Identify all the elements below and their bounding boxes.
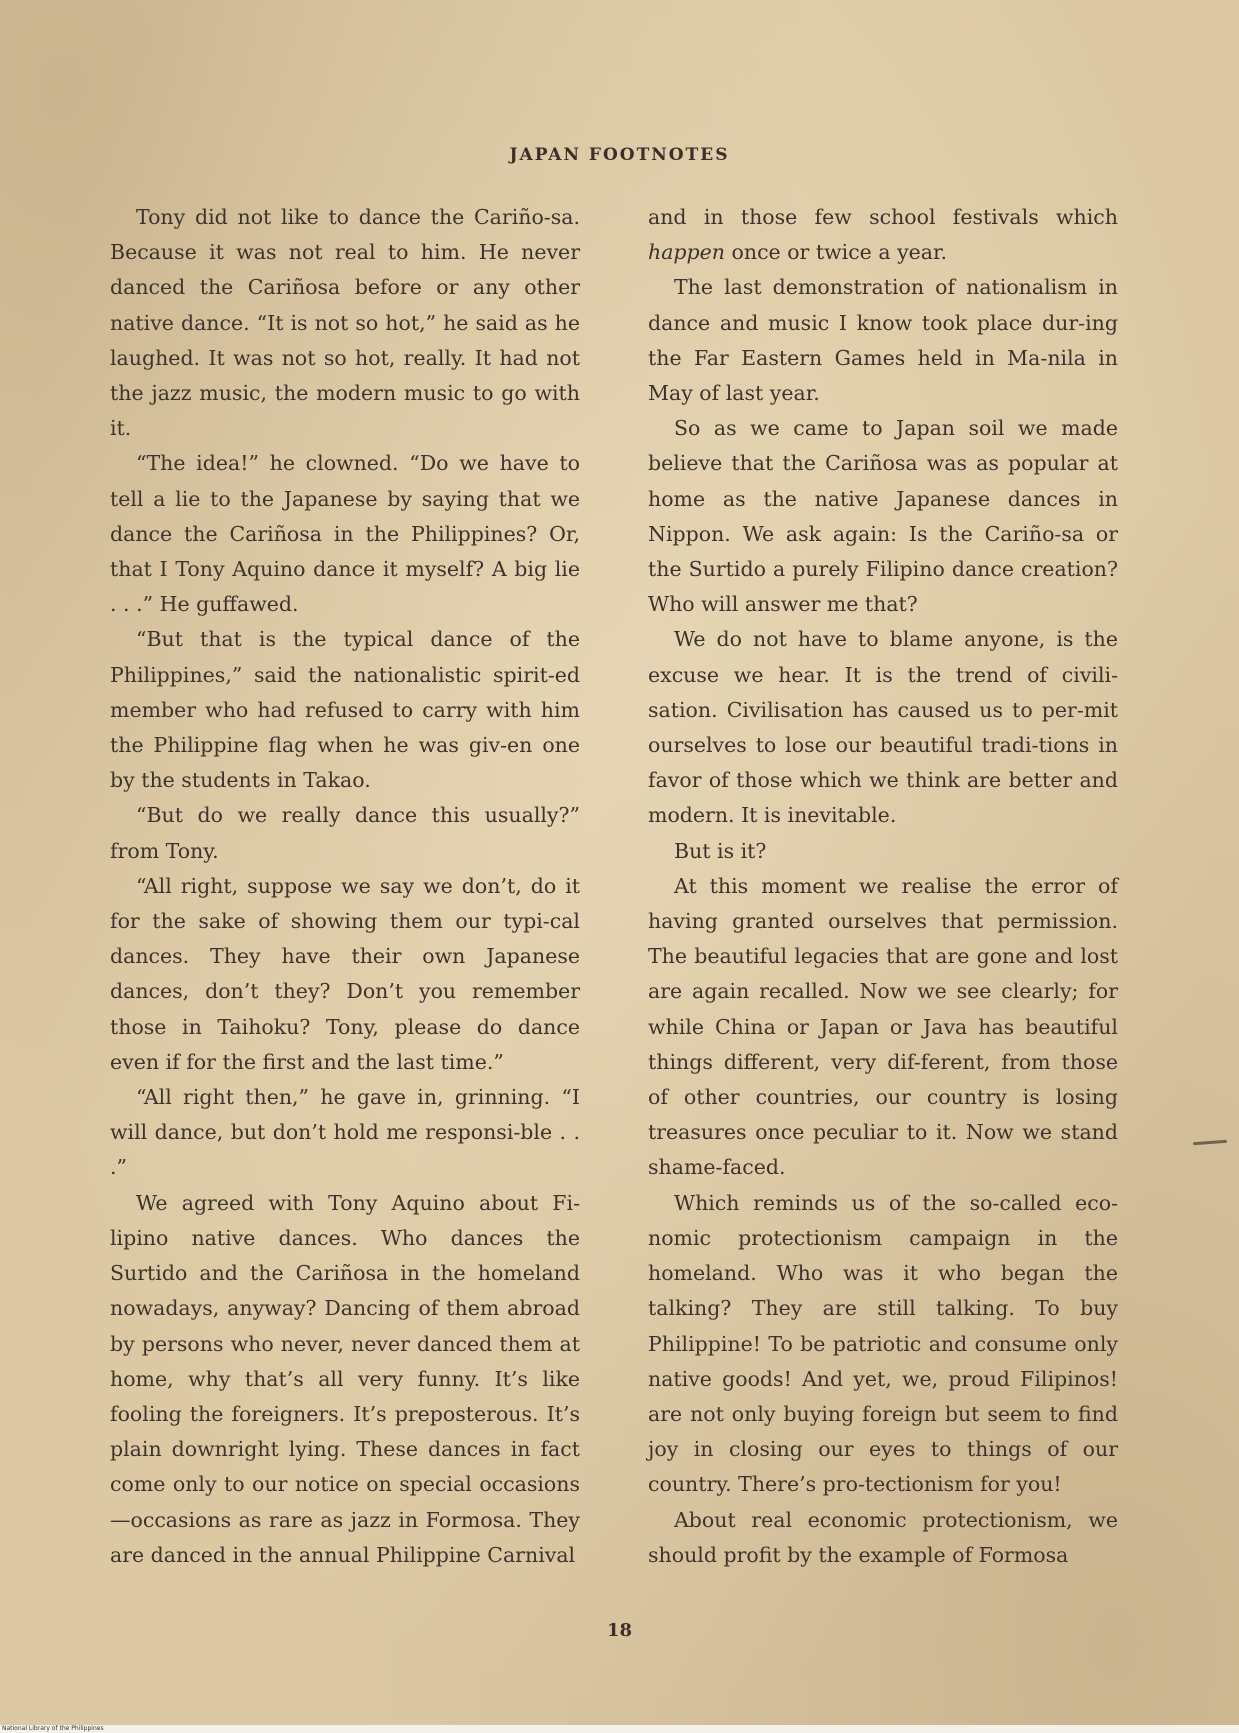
running-head: JAPAN FOOTNOTES: [509, 145, 730, 165]
scan-footer-strip: [0, 1725, 1239, 1733]
paragraph: At this moment we realise the error of having granted ourselves that permission. The beautiful legacies that are gone and lost are again recalled. Now we see clearly; for while China or Japan or Java has beautiful things different, very dif-ferent, from those of other countries, our country is losing treasures once peculiar to it. Now we stand shame-faced.: [648, 873, 1118, 1180]
left-column: [110, 200, 580, 1573]
scan-credit: National Library of the Philippines: [2, 1725, 104, 1732]
paragraph: We do not have to blame anyone, is the excuse we hear. It is the trend of civili-sation. Civilisation has caused us to per-mit ourselves to lose our beautiful tradi-tions in favor of those which we think are better and modern. It is inevitable.: [648, 627, 1118, 828]
continuation-text-end: once or twice a year.: [725, 240, 948, 265]
paragraph: So as we came to Japan soil we made believe that the Cariñosa was as popular at home as the native Japanese dances in Nippon. We ask again: Is the Cariño-sa or the Surtido a purely Filipino dance creation? Who will answer me that?: [648, 416, 1118, 617]
paragraph: “All right then,” he gave in, grinning. “I will dance, but don’t hold me responsi-ble . . .”: [110, 1085, 580, 1180]
paragraph-continuation: [648, 200, 1118, 270]
paragraph: We agreed with Tony Aquino about Fi-lipino native dances. Who dances the Surtido and the Cariñosa in the homeland nowadays, anyway? Dancing of them abroad by persons who never, never danced them at home, why that’s all very funny. It’s like fooling the foreigners. It’s preposterous. It’s plain downright lying. These dances in fact come only to our notice on special occasions—occasions as rare as jazz in Formosa. They are danced in the annual Philippine Carnival: [110, 1190, 580, 1567]
paragraph: “But do we really dance this usually?” from Tony.: [110, 803, 580, 863]
page-number: 18: [606, 1620, 633, 1641]
paragraph: “But that is the typical dance of the Philippines,” said the nationalistic spirit-ed member who had refused to carry with him the Philippine flag when he was giv-en one by the students in Takao.: [110, 627, 580, 793]
ink-mark: [1193, 1140, 1227, 1145]
paragraph: But is it?: [674, 838, 767, 863]
paragraph: “All right, suppose we say we don’t, do it for the sake of showing them our typi-cal dances. They have their own Japanese dances, don’t they? Don’t you remember those in Taihoku? Tony, please do dance even if for the first and the last time.”: [110, 873, 580, 1074]
paragraph: Which reminds us of the so-called eco-nomic protectionism campaign in the homeland. Who was it who began the talking? They are still talking. To buy Philippine! To be patriotic and consume only native goods! And yet, we, proud Filipinos! are not only buying foreign but seem to find joy in closing our eyes to things of our country. There’s pro-tectionism for you!: [648, 1190, 1118, 1497]
paragraph: About real economic protectionism, we should profit by the example of Formosa: [648, 1507, 1118, 1567]
emphasis-text: happen: [648, 240, 726, 265]
paragraph: Tony did not like to dance the Cariño-sa. Because it was not real to him. He never danced the Cariñosa before or any other native dance. “It is not so hot,” he said as he laughed. It was not so hot, really. It had not the jazz music, the modern music to go with it.: [110, 205, 580, 441]
paragraph: The last demonstration of nationalism in dance and music I know took place dur-ing the Far Eastern Games held in Ma-nila in May of last year.: [648, 275, 1118, 406]
continuation-text: and in those few school festivals which: [648, 205, 1118, 229]
right-column: [648, 200, 1118, 1573]
paragraph: “The idea!” he clowned. “Do we have to tell a lie to the Japanese by saying that we dance the Cariñosa in the Philippines? Or, that I Tony Aquino dance it myself? A big lie . . .” He guffawed.: [110, 451, 580, 617]
